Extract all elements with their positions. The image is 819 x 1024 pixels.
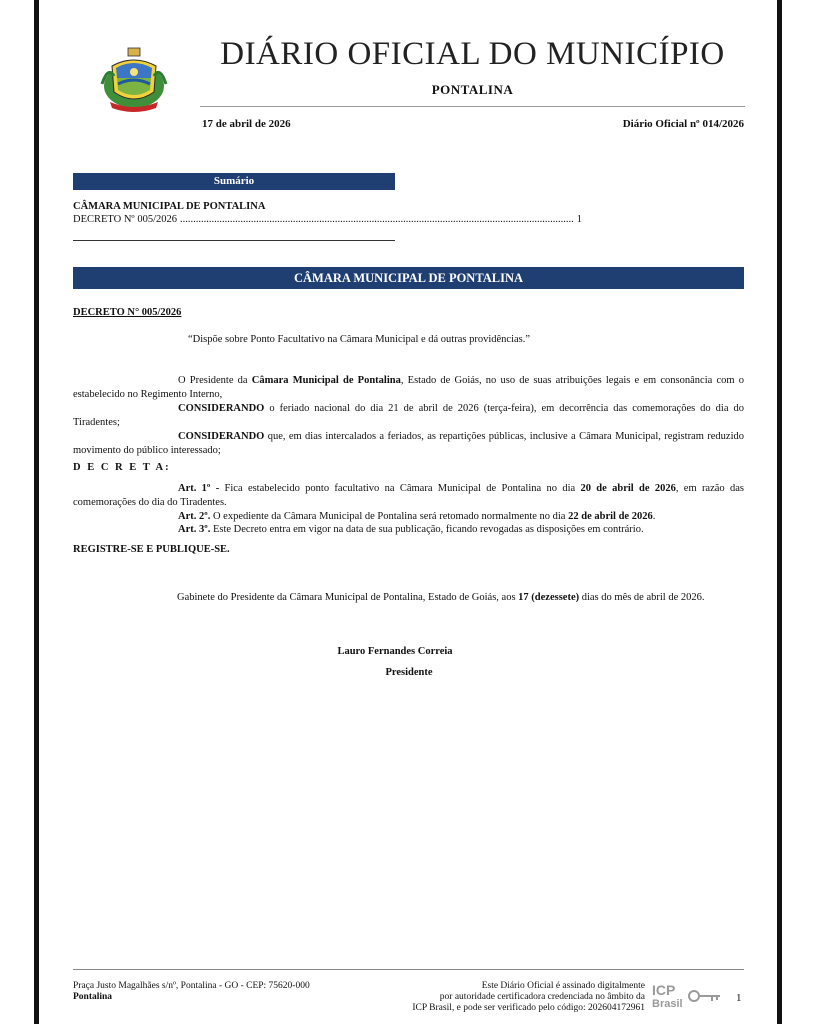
signer-role: Presidente [385, 667, 433, 678]
summary-entry-leader: ...................................................................................................................................................... [179, 214, 574, 225]
gabinete-text-c: dias do mês de abril de 2026. [579, 592, 705, 603]
preamble-chamber: Câmara Municipal de Pontalina [251, 375, 401, 386]
edition-number: Diário Oficial nº 014/2026 [622, 118, 744, 130]
article-1 [73, 482, 744, 510]
icp-logo-bottom: Brasil [652, 998, 683, 1010]
footer-address-block [73, 981, 310, 1003]
article-3-text: Este Decreto entra em vigor na data de sua publicação, ficando revogadas as disposições em contrário. [210, 524, 644, 535]
footer-sign-line-3: ICP Brasil, e pode ser verificado pelo código: 202604172961 [412, 1003, 645, 1013]
article-2 [73, 510, 744, 524]
considerando-2-text: que, em dias intercalados a feriados, as repartições públicas, inclusive a Câmara Municipal, registram reduzido movimento do público interessado; [73, 431, 744, 456]
preamble-text-a: O Presidente da [178, 375, 252, 386]
header-divider [200, 106, 745, 107]
article-2-label: Art. 2º. [178, 511, 211, 522]
journal-city: PONTALINA [431, 82, 514, 97]
journal-title: DIÁRIO OFICIAL DO MUNICÍPIO [220, 36, 725, 72]
footer-divider [73, 969, 744, 970]
footer-city: Pontalina [73, 992, 113, 1002]
gabinete-line [177, 592, 705, 603]
considerando-2-label: CONSIDERANDO [178, 431, 265, 442]
considerando-1-label: CONSIDERANDO [178, 403, 265, 414]
footer-sign-line-2: por autoridade certificadora credenciada no âmbito da [439, 992, 645, 1002]
signer-name: Lauro Fernandes Correia [337, 646, 453, 657]
decreta-heading: D E C R E T A: [73, 462, 171, 473]
summary-section: CÂMARA MUNICIPAL DE PONTALINA [73, 201, 266, 212]
summary-entry[interactable] [73, 214, 582, 225]
publication-date: 17 de abril de 2026 [202, 118, 291, 130]
considerando-1-text: o feriado nacional do dia 21 de abril de 2026 (terça-feira), em decorrência das comemorações do dia do Tiradentes; [73, 403, 744, 428]
article-1-label: Art. 1º - [178, 483, 220, 494]
gabinete-day: 17 (dezessete) [518, 592, 580, 603]
article-1-text-c: , em razão das comemorações do dia do Tiradentes. [73, 483, 744, 508]
coat-of-arms-icon [98, 46, 170, 114]
considerando-1 [73, 402, 744, 430]
article-2-text-c: . [652, 511, 656, 522]
article-2-date: 22 de abril de 2026 [568, 511, 653, 522]
decree-title: DECRETO N° 005/2026 [73, 307, 182, 318]
decree-ementa: “Dispõe sobre Ponto Facultativo na Câmara Municipal e dá outras providências.” [188, 334, 531, 345]
icp-brasil-key-icon [652, 982, 724, 1010]
summary-entry-label: DECRETO Nº 005/2026 [73, 214, 177, 225]
article-1-text-a: Fica estabelecido ponto facultativo na Câmara Municipal de Pontalina no dia [219, 483, 581, 494]
article-2-text-a: O expediente da Câmara Municipal de Pontalina será retomado normalmente no dia [210, 511, 569, 522]
registre-line: REGISTRE-SE E PUBLIQUE-SE. [73, 544, 230, 555]
summary-entry-page: 1 [576, 214, 582, 225]
footer-sign-line-1: Este Diário Oficial é assinado digitalmente [481, 981, 645, 991]
article-1-date: 20 de abril de 2026 [580, 483, 676, 494]
gabinete-text-a: Gabinete do Presidente da Câmara Municipal de Pontalina, Estado de Goiás, aos [177, 592, 519, 603]
preamble-paragraph [73, 374, 744, 402]
article-3 [73, 523, 744, 537]
section-header: CÂMARA MUNICIPAL DE PONTALINA [73, 267, 744, 289]
footer-signature-notice [380, 981, 645, 1014]
summary-divider [73, 240, 395, 241]
icp-logo-top: ICP [652, 982, 676, 998]
summary-header: Sumário [73, 173, 395, 190]
footer-address: Praça Justo Magalhães s/nº, Pontalina - GO - CEP: 75620-000 [73, 981, 310, 991]
page-number: 1 [736, 992, 742, 1004]
article-3-label: Art. 3º. [178, 524, 211, 535]
considerando-2 [73, 430, 744, 458]
preamble-text-c: , Estado de Goiás, no uso de suas atribuições legais e em consonância com o estabelecido no Regimento Interno, [73, 375, 744, 400]
